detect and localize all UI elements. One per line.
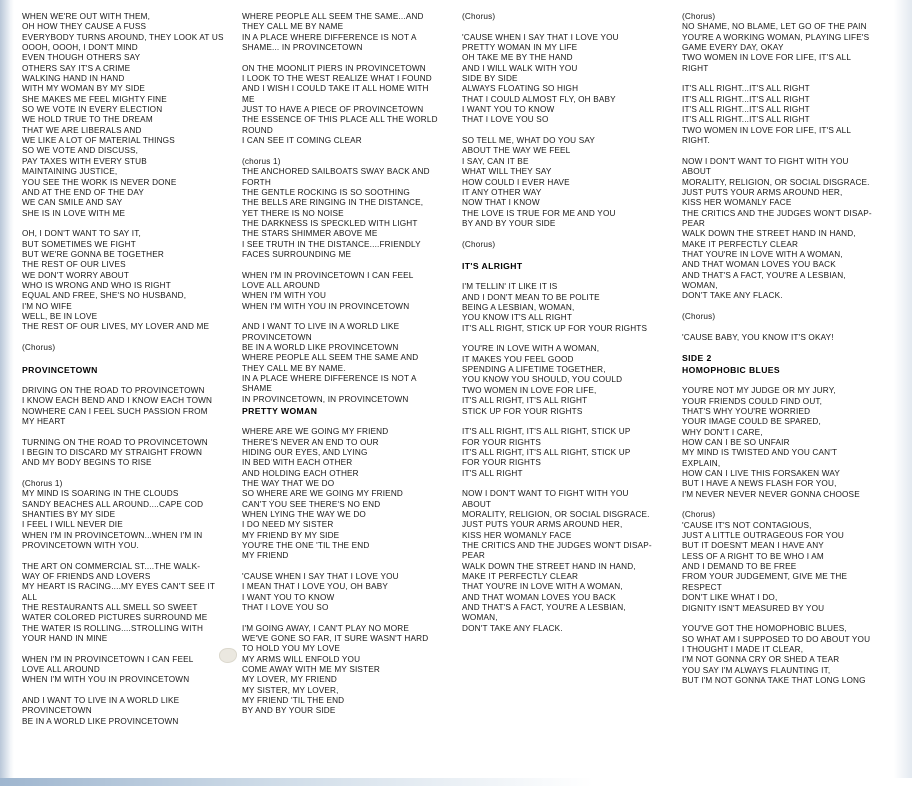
lyric-line: THE BELLS ARE RINGING IN THE DISTANCE,	[242, 198, 424, 208]
lyric-line: AND THAT WOMAN LOVES YOU BACK	[682, 260, 836, 270]
lyric-line: MY FRIEND BY MY SIDE	[242, 530, 340, 540]
lyric-line: BUT SOMETIMES WE FIGHT	[22, 239, 136, 249]
lyric-line: I WANT YOU TO KNOW	[462, 105, 555, 115]
chorus-marker: (chorus 1)	[242, 156, 281, 166]
lyric-line: THE STARS SHIMMER ABOVE ME	[242, 229, 378, 239]
lyric-line: WE'VE GONE SO FAR, IT SURE WASN'T HARD	[242, 634, 429, 644]
lyric-line: YOU'RE THE ONE 'TIL THE END	[242, 540, 370, 550]
lyric-line: IN BED WITH EACH OTHER	[242, 458, 353, 468]
lyric-line: THE RESTAURANTS ALL SMELL SO SWEET	[22, 603, 198, 613]
lyric-line: WAY OF FRIENDS AND LOVERS	[22, 572, 151, 582]
lyric-line: BE IN A WORLD LIKE PROVINCETOWN	[242, 343, 399, 352]
lyric-line: ROUND	[242, 125, 273, 135]
lyric-line: AND I WISH I COULD TAKE IT ALL HOME WITH	[242, 84, 429, 94]
lyric-line: I BEGIN TO DISCARD MY STRAIGHT FROWN	[22, 447, 203, 457]
lyrics-column	[22, 12, 242, 778]
lyric-line: BY AND BY YOUR SIDE	[242, 706, 336, 716]
song-title: PRETTY WOMAN	[242, 406, 318, 417]
lyric-line: AND I WANT TO LIVE IN A WORLD LIKE	[242, 322, 400, 332]
line-break	[462, 229, 672, 239]
lyric-line: AND AT THE END OF THE DAY	[22, 187, 145, 197]
lyric-line: KISS HER WOMANLY FACE	[682, 198, 792, 208]
line-break	[462, 250, 672, 260]
lyric-line: HOW CAN I LIVE THIS FORSAKEN WAY	[682, 469, 841, 479]
lyric-line: ALWAYS FLOATING SO HIGH	[462, 84, 579, 94]
lyric-line: WALK DOWN THE STREET HAND IN HAND,	[682, 229, 856, 239]
lyric-line: FORTH	[242, 177, 271, 187]
lyric-line: 'CAUSE IT'S NOT CONTAGIOUS,	[682, 520, 812, 530]
lyric-line: IT'S ALL RIGHT, IT'S ALL RIGHT	[462, 396, 588, 406]
lyric-line: SO WE VOTE AND DISCUSS,	[22, 146, 139, 156]
lyric-line: THE GENTLE ROCKING IS SO SOOTHING	[242, 187, 410, 197]
lyric-line: LESS OF A RIGHT TO BE WHO I AM	[682, 551, 824, 561]
lyric-line: SO WE VOTE IN EVERY ELECTION	[22, 105, 163, 115]
lyric-line: SHANTIES BY MY SIDE	[22, 509, 116, 519]
lyric-line: HIDING OUR EYES, AND LYING	[242, 447, 368, 457]
lyric-line: WHY DON'T I CARE,	[682, 427, 763, 437]
lyric-line: I'M NO WIFE	[22, 301, 72, 311]
lyric-line: THE REST OF OUR LIVES, MY LOVER AND ME	[22, 322, 210, 332]
lyric-line: IT'S ALL RIGHT...IT'S ALL RIGHT	[682, 94, 810, 104]
line-break	[682, 614, 892, 624]
lyric-line: ABOUT THE WAY WE FEEL	[462, 146, 571, 156]
lyric-line: WE LIKE A LOT OF MATERIAL THINGS	[22, 136, 175, 146]
lyric-line: WOMAN,	[462, 613, 498, 623]
lyric-line: THE LOVE IS TRUE FOR ME AND YOU	[462, 208, 616, 218]
lyric-line: TURNING ON THE ROAD TO PROVINCETOWN	[22, 437, 208, 447]
lyric-line: DIGNITY ISN'T MEASURED BY YOU	[682, 603, 825, 613]
lyric-line: ME	[242, 94, 255, 104]
line-break	[22, 375, 232, 385]
lyric-line: THE REST OF OUR LIVES	[22, 260, 126, 270]
lyric-line: AND I DEMAND TO BE FREE	[682, 562, 797, 572]
lyric-line: TWO WOMEN IN LOVE FOR LIFE, IT'S ALL	[682, 125, 852, 135]
lyric-line: PRETTY WOMAN IN MY LIFE	[462, 43, 578, 53]
line-break	[22, 219, 232, 229]
lyric-line: WHERE PEOPLE ALL SEEM THE SAME...AND	[242, 12, 424, 21]
lyric-line: PEAR	[682, 218, 706, 228]
lyric-line: COME AWAY WITH ME MY SISTER	[242, 665, 380, 675]
lyric-line: 'CAUSE WHEN I SAY THAT I LOVE YOU	[242, 572, 399, 582]
lyric-line: JUST PUTS YOUR ARMS AROUND HER,	[462, 520, 623, 530]
lyric-line: MY SISTER, MY LOVER,	[242, 685, 339, 695]
lyric-line: YOUR IMAGE COULD BE SPARED,	[682, 417, 821, 427]
lyric-line: BUT I HAVE A NEWS FLASH FOR YOU,	[682, 479, 837, 489]
line-break	[242, 417, 452, 427]
lyric-line: THAT I LOVE YOU SO	[462, 115, 549, 125]
chorus-marker: (Chorus)	[682, 12, 716, 21]
line-break	[22, 469, 232, 479]
lyric-line: I MEAN THAT I LOVE YOU, OH BABY	[242, 582, 389, 592]
line-break	[462, 22, 672, 32]
lyric-line: NOW THAT I KNOW	[462, 198, 540, 208]
lyric-line: DON'T TAKE ANY FLACK.	[682, 291, 783, 301]
lyric-line: IT'S ALL RIGHT...IT'S ALL RIGHT	[682, 84, 810, 94]
lyric-line: MY MIND IS SOARING IN THE CLOUDS	[22, 489, 179, 499]
lyric-line: SO TELL ME, WHAT DO YOU SAY	[462, 136, 596, 146]
line-break	[22, 644, 232, 654]
lyric-line: SHE MAKES ME FEEL MIGHTY FINE	[22, 94, 167, 104]
lyric-line: MY FRIEND 'TIL THE END	[242, 696, 345, 706]
lyric-line: WHO IS WRONG AND WHO IS RIGHT	[22, 280, 171, 290]
lyric-line: AND I DON'T MEAN TO BE POLITE	[462, 292, 600, 302]
lyric-line: LOVE ALL AROUND	[242, 280, 320, 290]
lyric-line: MAKE IT PERFECTLY CLEAR	[462, 572, 579, 582]
lyric-line: OOOH, OOOH, I DON'T MIND	[22, 43, 138, 53]
lyric-line: IT'S ALL RIGHT, IT'S ALL RIGHT, STICK UP	[462, 427, 631, 437]
line-break	[22, 686, 232, 696]
lyric-line: EQUAL AND FREE, SHE'S NO HUSBAND,	[22, 291, 187, 301]
lyric-line: WE DON'T WORRY ABOUT	[22, 270, 130, 280]
line-break	[462, 334, 672, 344]
lyric-line: MY HEART	[22, 416, 66, 426]
lyric-line: WHEN I'M IN PROVINCETOWN I CAN FEEL	[22, 654, 194, 664]
lyric-line: SPENDING A LIFETIME TOGETHER,	[462, 365, 606, 375]
lyric-line: SHAME	[242, 384, 273, 394]
lyric-line: I'M NEVER NEVER NEVER GONNA CHOOSE	[682, 489, 860, 499]
lyric-line: THE WATER IS ROLLING....STROLLING WITH	[22, 623, 204, 633]
line-break	[22, 333, 232, 343]
line-break	[462, 417, 672, 427]
lyric-line: AND HOLDING EACH OTHER	[242, 468, 359, 478]
lyric-line: STICK UP FOR YOUR RIGHTS	[462, 406, 583, 416]
lyric-line: THE ESSENCE OF THIS PLACE ALL THE WORLD	[242, 115, 438, 125]
lyrics-column	[682, 12, 902, 778]
lyric-line: YET THERE IS NO NOISE	[242, 208, 344, 218]
lyric-line: JUST TO HAVE A PIECE OF PROVINCETOWN	[242, 105, 424, 115]
lyric-line: IT'S ALL RIGHT...IT'S ALL RIGHT	[682, 105, 810, 115]
lyric-line: IT MAKES YOU FEEL GOOD	[462, 354, 574, 364]
lyric-line: OH, I DON'T WANT TO SAY IT,	[22, 229, 141, 239]
lyric-line: WHEN I'M IN PROVINCETOWN I CAN FEEL	[242, 270, 414, 280]
lyric-line: FOR YOUR RIGHTS	[462, 437, 541, 447]
lyric-line: DON'T LIKE WHAT I DO,	[682, 593, 778, 603]
lyric-line: ON THE MOONLIT PIERS IN PROVINCETOWN	[242, 63, 426, 73]
lyrics-columns	[22, 12, 902, 778]
lyric-line: THE CRITICS AND THE JUDGES WON'T DISAP-	[682, 208, 872, 218]
lyric-line: PROVINCETOWN	[242, 332, 312, 342]
lyric-line: YOU'RE A WORKING WOMAN, PLAYING LIFE'S	[682, 32, 870, 42]
lyric-line: I THOUGHT I MADE IT CLEAR,	[682, 644, 804, 654]
lyric-line: YOU SEE THE WORK IS NEVER DONE	[22, 177, 177, 187]
lyric-line: THE ART ON COMMERCIAL ST....THE WALK-	[22, 561, 201, 571]
line-break	[462, 479, 672, 489]
lyric-line: MAINTAINING JUSTICE,	[22, 167, 118, 177]
lyric-line: TWO WOMEN IN LOVE FOR LIFE,	[462, 385, 597, 395]
lyric-line: MORALITY, RELIGION, OR SOCIAL DISGRACE.	[682, 177, 870, 187]
lyric-line: THE WAY THAT WE DO	[242, 478, 335, 488]
lyric-line: AND I WILL WALK WITH YOU	[462, 63, 578, 73]
lyric-line: DON'T TAKE ANY FLACK.	[462, 623, 563, 633]
lyric-line: TWO WOMEN IN LOVE FOR LIFE, IT'S ALL	[682, 53, 852, 63]
lyric-line: BUT IT DOESN'T MEAN I HAVE ANY	[682, 541, 824, 551]
lyric-line: I DO NEED MY SISTER	[242, 520, 334, 530]
lyric-line: WE CAN SMILE AND SAY	[22, 198, 123, 208]
lyric-line: MY MIND IS TWISTED AND YOU CAN'T	[682, 448, 838, 458]
lyric-line: MY HEART IS RACING....MY EYES CAN'T SEE IT	[22, 582, 216, 592]
lyric-line: JUST A LITTLE OUTRAGEOUS FOR YOU	[682, 531, 844, 541]
lyric-line: MY FRIEND	[242, 551, 289, 561]
song-title: IT'S ALRIGHT	[462, 261, 523, 272]
lyric-line: IT ANY OTHER WAY	[462, 187, 542, 197]
lyric-line: I'M NOT GONNA CRY OR SHED A TEAR	[682, 655, 840, 665]
lyric-line: HOW CAN I BE SO UNFAIR	[682, 438, 790, 447]
lyric-line: THAT WE ARE LIBERALS AND	[22, 125, 142, 135]
lyric-line: THAT I COULD ALMOST FLY, OH BABY	[462, 94, 616, 104]
lyric-line: SANDY BEACHES ALL AROUND....CAPE COD	[22, 499, 204, 509]
line-break	[242, 146, 452, 156]
lyric-line: WALKING HAND IN HAND	[22, 74, 125, 84]
lyric-line: I SEE TRUTH IN THE DISTANCE....FRIENDLY	[242, 239, 421, 249]
lyric-line: THAT'S WHY YOU'RE WORRIED	[682, 406, 811, 416]
lyric-line: WELL, BE IN LOVE	[22, 311, 98, 321]
lyric-line: ABOUT	[462, 499, 492, 509]
chorus-marker: (Chorus)	[682, 510, 716, 520]
lyric-line: SIDE BY SIDE	[462, 74, 518, 84]
lyric-line: BUT WE'RE GONNA BE TOGETHER	[22, 249, 164, 259]
lyric-line: MAKE IT PERFECTLY CLEAR	[682, 239, 799, 249]
lyric-line: YOUR FRIENDS COULD FIND OUT,	[682, 396, 823, 406]
lyric-line: YOU'RE IN LOVE WITH A WOMAN,	[462, 344, 600, 354]
lyric-line: EVERYBODY TURNS AROUND, THEY LOOK AT US	[22, 32, 224, 42]
lyric-line: SHE IS IN LOVE WITH ME	[22, 208, 126, 218]
lyric-line: IT'S ALL RIGHT...IT'S ALL RIGHT	[682, 115, 810, 125]
lyric-line: NOWHERE CAN I FEEL SUCH PASSION FROM	[22, 406, 208, 416]
lyric-line: BY AND BY YOUR SIDE	[462, 218, 556, 228]
lyric-line: WALK DOWN THE STREET HAND IN HAND,	[462, 561, 636, 571]
line-break	[242, 312, 452, 322]
lyric-line: I KNOW EACH BEND AND I KNOW EACH TOWN	[22, 396, 213, 406]
lyrics-column	[242, 12, 462, 778]
lyric-line: I CAN SEE IT COMING CLEAR	[242, 136, 362, 146]
lyric-line: YOU KNOW IT'S ALL RIGHT	[462, 313, 573, 323]
lyric-line: AND THAT'S A FACT, YOU'RE A LESBIAN,	[462, 603, 626, 613]
line-break	[462, 126, 672, 136]
lyric-line: AND I WANT TO LIVE IN A WORLD LIKE	[22, 696, 180, 706]
lyric-line: RESPECT	[682, 582, 722, 592]
lyric-line: YOU'RE NOT MY JUDGE OR MY JURY,	[682, 386, 836, 396]
lyric-line: MY ARMS WILL ENFOLD YOU	[242, 654, 361, 664]
lyric-line: EXPLAIN,	[682, 458, 721, 468]
lyric-line: SO WHERE ARE WE GOING MY FRIEND	[242, 489, 404, 499]
lyric-line: WHEN LYING THE WAY WE DO	[242, 509, 366, 519]
lyric-line: PAY TAXES WITH EVERY STUB	[22, 156, 147, 166]
lyric-line: IN A PLACE WHERE DIFFERENCE IS NOT A	[242, 32, 417, 42]
chorus-marker: (Chorus)	[682, 311, 716, 321]
lyric-line: THAT I LOVE YOU SO	[242, 603, 329, 613]
lyric-line: WE HOLD TRUE TO THE DREAM	[22, 115, 153, 125]
lyric-line: EVEN THOUGH OTHERS SAY	[22, 53, 141, 63]
lyric-line: IT'S ALL RIGHT	[462, 468, 523, 478]
lyric-line: BUT I'M NOT GONNA TAKE THAT LONG LONG	[682, 675, 866, 685]
lyric-line: THERE'S NEVER AN END TO OUR	[242, 437, 379, 447]
side-label: SIDE 2	[682, 353, 712, 364]
lyric-line: WHEN WE'RE OUT WITH THEM,	[22, 12, 151, 21]
lyric-line: BEING A LESBIAN, WOMAN,	[462, 303, 575, 313]
chorus-marker: (Chorus 1)	[22, 478, 63, 488]
line-break	[682, 322, 892, 332]
line-break	[242, 613, 452, 623]
lyric-line: OTHERS SAY IT'S A CRIME	[22, 63, 131, 73]
line-break	[682, 500, 892, 510]
line-break	[682, 343, 892, 353]
lyric-line: AND MY BODY BEGINS TO RISE	[22, 458, 152, 468]
lyric-line: YOU KNOW YOU SHOULD, YOU COULD	[462, 375, 623, 385]
lyric-line: RIGHT	[682, 63, 709, 73]
lyric-line: THE CRITICS AND THE JUDGES WON'T DISAP-	[462, 540, 652, 550]
page-spine-edge	[0, 0, 10, 786]
lyric-line: WHAT WILL THEY SAY	[462, 167, 552, 177]
lyric-line: HOW COULD I EVER HAVE	[462, 177, 570, 187]
lyric-line: WHEN I'M IN PROVINCETOWN...WHEN I'M IN	[22, 530, 203, 540]
line-break	[682, 376, 892, 386]
song-title: PROVINCETOWN	[22, 364, 98, 375]
lyric-line: THEY CALL ME BY NAME.	[242, 363, 346, 373]
lyric-line: RIGHT.	[682, 136, 710, 146]
chorus-marker: (Chorus)	[462, 12, 496, 21]
lyric-line: WHERE ARE WE GOING MY FRIEND	[242, 427, 389, 437]
line-break	[22, 427, 232, 437]
lyric-line: THAT YOU'RE IN LOVE WITH A WOMAN,	[462, 582, 623, 592]
lyric-line: NOW I DON'T WANT TO FIGHT WITH YOU	[682, 156, 849, 166]
lyrics-column	[462, 12, 682, 778]
lyric-line: OH TAKE ME BY THE HAND	[462, 53, 573, 63]
lyric-line: OH HOW THEY CAUSE A FUSS	[22, 22, 147, 32]
lyric-line: YOU SAY I'M ALWAYS FLAUNTING IT,	[682, 665, 831, 675]
lyric-line: I'M TELLIN' IT LIKE IT IS	[462, 282, 558, 292]
lyric-line: WHEN I'M WITH YOU IN PROVINCETOWN	[242, 301, 410, 311]
lyric-line: 'CAUSE WHEN I SAY THAT I LOVE YOU	[462, 32, 619, 42]
line-break	[22, 353, 232, 363]
lyric-line: WOMAN,	[682, 280, 718, 290]
lyric-line: IN A PLACE WHERE DIFFERENCE IS NOT A	[242, 374, 417, 384]
lyric-line: LOVE ALL AROUND	[22, 665, 100, 675]
lyric-line: PROVINCETOWN WITH YOU.	[22, 540, 139, 550]
lyric-line: MY LOVER, MY FRIEND	[242, 675, 338, 685]
lyric-line: WATER COLORED PICTURES SURROUND ME	[22, 613, 208, 623]
lyric-line: FOR YOUR RIGHTS	[462, 458, 541, 468]
lyric-line: GAME EVERY DAY, OKAY	[682, 43, 784, 53]
lyric-line: I WANT YOU TO KNOW	[242, 592, 335, 602]
lyric-line: YOUR HAND IN MINE	[22, 634, 108, 644]
lyric-line: AND THAT WOMAN LOVES YOU BACK	[462, 592, 616, 602]
lyric-line: THE DARKNESS IS SPECKLED WITH LIGHT	[242, 218, 418, 228]
line-break	[462, 272, 672, 282]
lyric-line: FROM YOUR JUDGEMENT, GIVE ME THE	[682, 572, 848, 582]
lyric-line: SO WHAT AM I SUPPOSED TO DO ABOUT YOU	[682, 634, 871, 644]
lyric-line: WHERE PEOPLE ALL SEEM THE SAME AND	[242, 353, 419, 363]
lyric-line: SHAME... IN PROVINCETOWN	[242, 43, 363, 53]
lyric-line: WHEN I'M WITH YOU	[242, 291, 327, 301]
lyric-line: THE ANCHORED SAILBOATS SWAY BACK AND	[242, 167, 430, 177]
line-break	[242, 562, 452, 572]
lyric-line: BE IN A WORLD LIKE PROVINCETOWN	[22, 716, 179, 726]
lyric-line: PEAR	[462, 551, 486, 561]
lyric-line: TO HOLD YOU MY LOVE	[242, 644, 341, 654]
lyric-line: AND THAT'S A FACT, YOU'RE A LESBIAN,	[682, 270, 846, 280]
lyric-line: ABOUT	[682, 167, 712, 177]
line-break	[242, 260, 452, 270]
lyric-line: I SAY, CAN IT BE	[462, 156, 529, 166]
line-break	[242, 53, 452, 63]
lyric-line: IT'S ALL RIGHT, IT'S ALL RIGHT, STICK UP	[462, 447, 631, 457]
lyric-line: WITH MY WOMAN BY MY SIDE	[22, 84, 146, 94]
lyric-line: FACES SURROUNDING ME	[242, 249, 352, 259]
line-break	[682, 74, 892, 84]
lyric-line: WHEN I'M WITH YOU IN PROVINCETOWN	[22, 675, 190, 685]
page-bottom-edge	[0, 778, 912, 786]
lyric-line: I LOOK TO THE WEST REALIZE WHAT I FOUND	[242, 74, 432, 84]
lyric-line: KISS HER WOMANLY FACE	[462, 530, 572, 540]
lyric-line: IN PROVINCETOWN, IN PROVINCETOWN	[242, 394, 409, 404]
lyric-line: MORALITY, RELIGION, OR SOCIAL DISGRACE.	[462, 509, 650, 519]
lyric-line: NOW I DON'T WANT TO FIGHT WITH YOU	[462, 489, 629, 499]
line-break	[22, 551, 232, 561]
song-title: HOMOPHOBIC BLUES	[682, 365, 781, 376]
line-break	[682, 302, 892, 312]
lyric-line: JUST PUTS YOUR ARMS AROUND HER,	[682, 187, 843, 197]
chorus-marker: (Chorus)	[462, 239, 496, 249]
lyric-line: I'M GOING AWAY, I CAN'T PLAY NO MORE	[242, 623, 410, 633]
lyric-line: DRIVING ON THE ROAD TO PROVINCETOWN	[22, 385, 205, 395]
lyric-line: THAT YOU'RE IN LOVE WITH A WOMAN,	[682, 249, 843, 259]
lyric-line: IT'S ALL RIGHT, STICK UP FOR YOUR RIGHTS	[462, 323, 648, 333]
lyric-line: NO SHAME, NO BLAME, LET GO OF THE PAIN	[682, 22, 867, 32]
lyric-line: ALL	[22, 592, 38, 602]
chorus-marker: (Chorus)	[22, 343, 56, 352]
lyric-line: THEY CALL ME BY NAME	[242, 22, 344, 32]
lyric-line: YOU'VE GOT THE HOMOPHOBIC BLUES,	[682, 624, 847, 634]
lyric-line: CAN'T YOU SEE THERE'S NO END	[242, 499, 381, 509]
line-break	[682, 146, 892, 156]
lyric-line: I FEEL I WILL NEVER DIE	[22, 520, 123, 530]
lyric-line: 'CAUSE BABY, YOU KNOW IT'S OKAY!	[682, 332, 834, 342]
lyric-line: PROVINCETOWN	[22, 706, 92, 716]
